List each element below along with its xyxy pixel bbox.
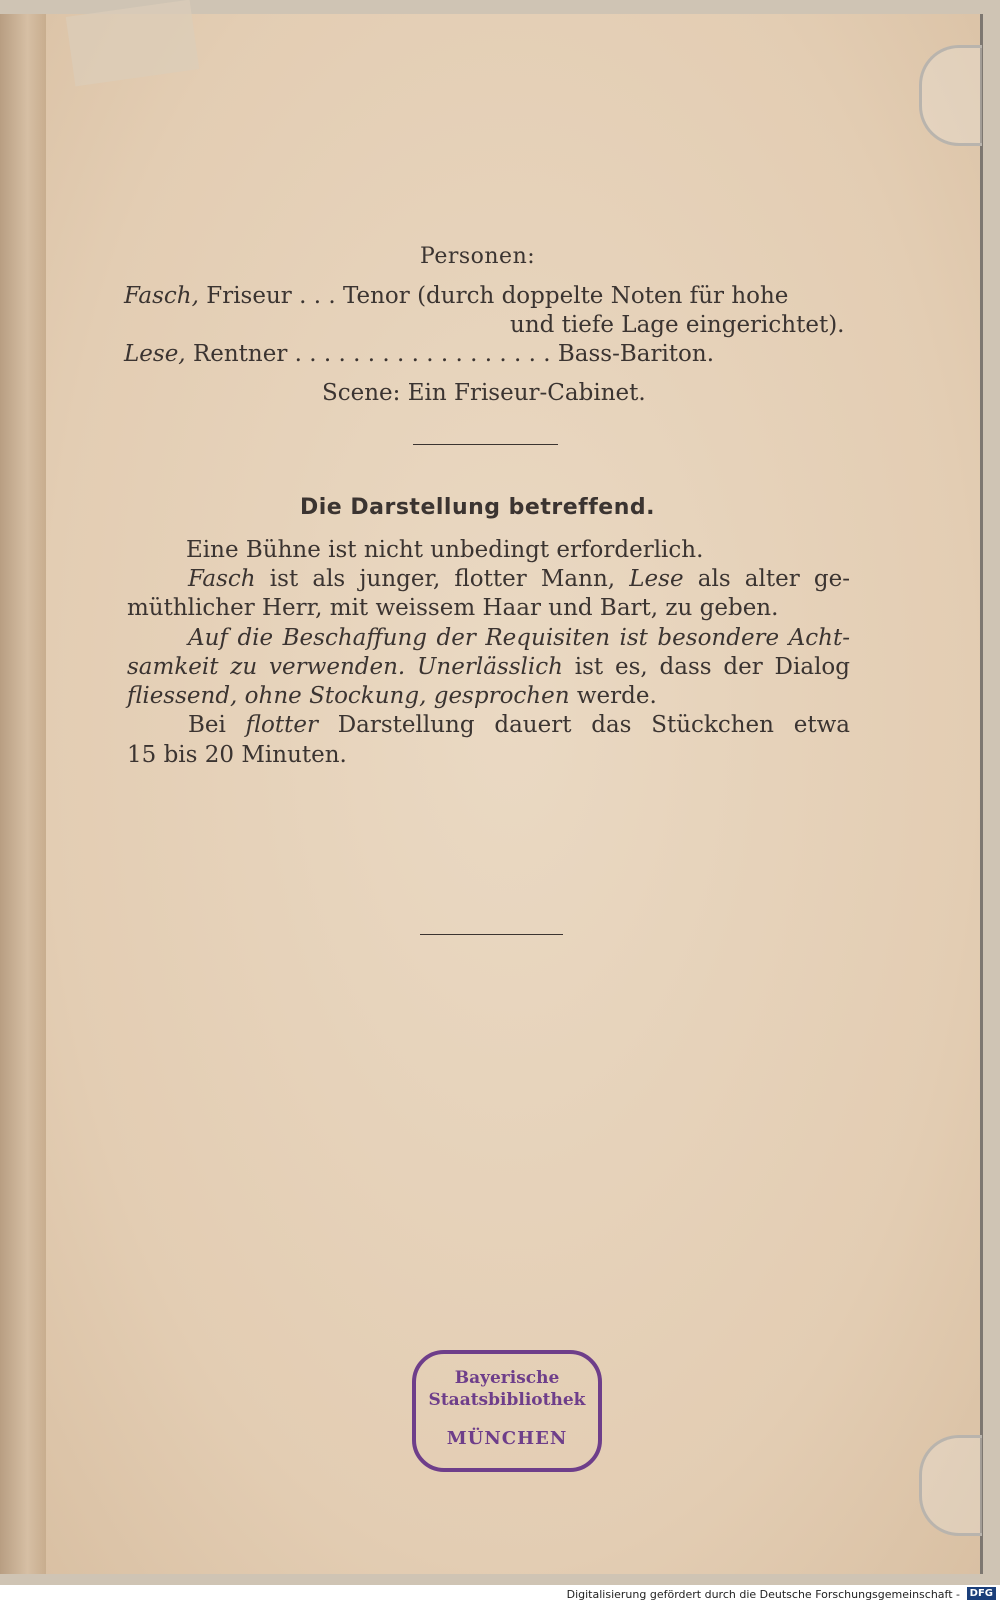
stamp-line-1: Bayerische	[454, 1368, 560, 1388]
darstellung-heading: Die Darstellung betreffend.	[300, 495, 655, 520]
library-stamp	[412, 1350, 602, 1472]
paragraph-4-line-1	[188, 712, 850, 738]
text-span: werde.	[576, 683, 657, 709]
cast-line-fasch-cont: und tiefe Lage eingerichtet).	[510, 312, 845, 338]
paragraph-1: Eine Bühne ist nicht unbedingt erforderlich.	[186, 537, 704, 563]
page-clip-bottom	[919, 1435, 982, 1536]
paragraph-3-line-3	[127, 683, 657, 709]
scene-line: Scene: Ein Friseur-Cabinet.	[322, 380, 646, 406]
stamp-line-2: Staatsbibliothek	[428, 1390, 586, 1410]
page-clip-top	[919, 45, 982, 146]
character-name-fasch: Fasch,	[124, 283, 199, 309]
digitization-footer	[0, 1585, 1000, 1605]
italic-span: samkeit zu verwenden.	[127, 654, 406, 680]
paragraph-3-line-1: Auf die Beschaffung der Requisiten ist besondere Acht-	[188, 625, 850, 651]
italic-span: fliessend, ohne Stockung, gesprochen	[127, 683, 570, 709]
italic-span: Unerlässlich	[417, 654, 563, 680]
cast-line-lese	[124, 341, 714, 367]
divider-rule-2	[420, 934, 563, 935]
paragraph-3-line-2	[127, 654, 850, 680]
text-span: ist es, dass der Dialog	[574, 654, 850, 680]
stamp-line-3: MÜNCHEN	[446, 1428, 568, 1449]
name-lese: Lese	[629, 566, 684, 592]
cast-line-fasch	[124, 283, 849, 309]
text-span: Darstellung dauert das Stückchen etwa	[337, 712, 851, 738]
character-role-fasch: Friseur . . . Tenor (durch doppelte Noten für hohe	[206, 283, 789, 309]
paragraph-4-line-2: 15 bis 20 Minuten.	[127, 742, 347, 768]
character-role-lese: Rentner . . . . . . . . . . . . . . . . . . Bass-Bariton.	[192, 341, 715, 367]
page-left-edge	[0, 14, 46, 1574]
name-fasch: Fasch	[188, 566, 256, 592]
personen-heading: Personen:	[420, 244, 536, 269]
italic-span: flotter	[245, 712, 318, 738]
text-span: Bei	[188, 712, 226, 738]
dfg-logo: DFG	[967, 1587, 996, 1600]
text-span: als alter ge-	[697, 566, 850, 592]
footer-text: Digitalisierung gefördert durch die Deutsche Forschungsgemeinschaft -	[566, 1588, 960, 1601]
character-name-lese: Lese,	[124, 341, 186, 367]
text-span: ist als junger, flotter Mann,	[269, 566, 616, 592]
paragraph-2-line-1	[188, 566, 850, 592]
paragraph-2-line-2: müthlicher Herr, mit weissem Haar und Bart, zu geben.	[127, 595, 779, 621]
divider-rule-1	[413, 444, 558, 445]
